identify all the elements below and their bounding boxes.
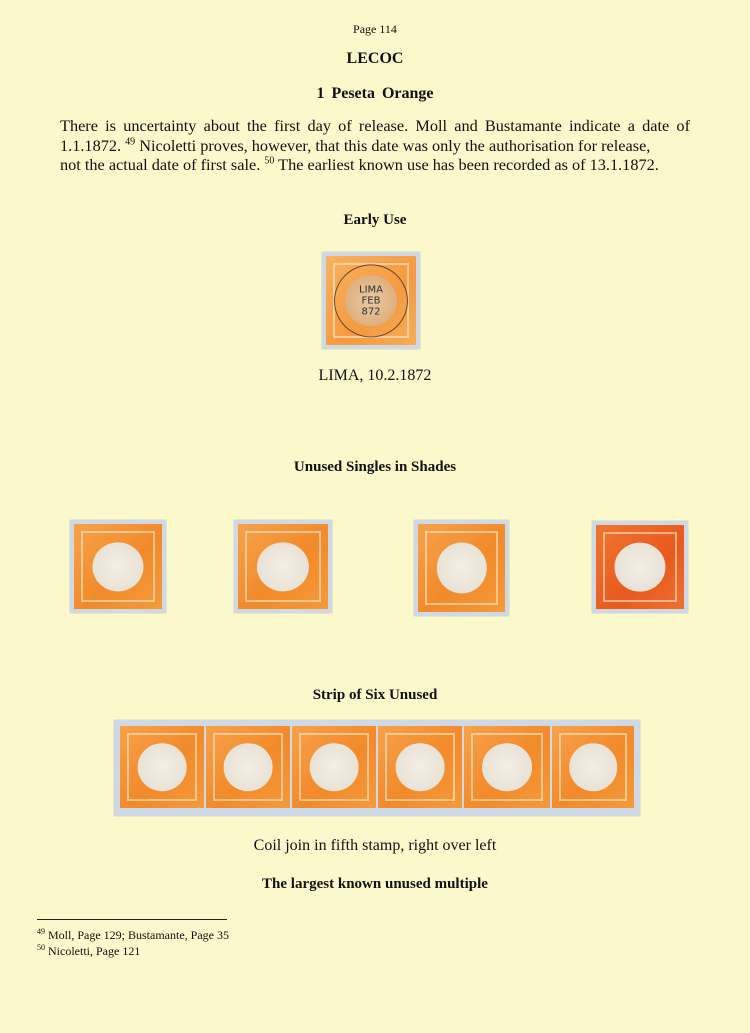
- stamp-medallion: [436, 542, 486, 593]
- early-use-caption: LIMA, 10.2.1872: [318, 367, 432, 384]
- footnote-number: 50: [37, 943, 45, 952]
- strip-stamp-3: [292, 726, 376, 808]
- footnote-ref-50: 50: [264, 155, 275, 167]
- strip-stamp-5: [464, 726, 550, 808]
- single-stamp-3: [418, 524, 505, 612]
- stamp-medallion: [310, 743, 359, 791]
- single-stamp-2: [238, 524, 328, 609]
- strip-note: The largest known unused multiple: [262, 876, 488, 892]
- single-stamp-4: [596, 525, 684, 609]
- intro-text-4: The earliest known use has been recorded as of 13.1.1872.: [274, 155, 659, 174]
- early-use-stamp-mount: [322, 252, 420, 349]
- stamp-medallion: [224, 743, 273, 791]
- footnote-ref-49: 49: [125, 136, 136, 148]
- strip-stamp-6: [552, 726, 634, 808]
- intro-text-1: There is uncertainty about the first day of release. Moll and Bustamante indicate a date of 1.1.1872.: [60, 116, 690, 155]
- footnote-50: [37, 944, 140, 959]
- footnote-number: 49: [37, 927, 45, 936]
- footnote-text: Moll, Page 129; Bustamante, Page 35: [48, 928, 229, 942]
- single-stamp-mount-4: [592, 521, 688, 613]
- strip-caption: Coil join in fifth stamp, right over left: [253, 837, 497, 854]
- strip-stamp-2: [206, 726, 290, 808]
- strip-stamp-4: [378, 726, 462, 808]
- footnote-text: Nicoletti, Page 121: [48, 944, 141, 958]
- singles-heading: Unused Singles in Shades: [293, 459, 457, 475]
- single-stamp-1: [74, 524, 162, 609]
- stamp-medallion: [92, 542, 143, 591]
- single-stamp-mount-2: [234, 520, 332, 613]
- postmark-line-1: LIMA: [359, 284, 383, 296]
- early-use-heading: Early Use: [343, 212, 407, 228]
- postmark-line-3: 872: [361, 306, 381, 318]
- stamp-medallion: [396, 743, 445, 791]
- postmark-text: [335, 285, 407, 318]
- strip-mount: [114, 720, 640, 816]
- early-use-stamp: [326, 256, 416, 345]
- postmark-line-2: FEB: [361, 295, 381, 307]
- page-subtitle: 1 Peseta Orange: [316, 85, 434, 102]
- intro-paragraph: [60, 116, 690, 175]
- page-title: LECOC: [346, 50, 404, 67]
- intro-text-2: Nicoletti proves, however, that this date was only the authorisation for release,: [135, 135, 651, 155]
- footnote-divider: [37, 919, 227, 920]
- postmark-circle: [334, 264, 408, 337]
- single-stamp-mount-1: [70, 520, 166, 613]
- footnote-49: [37, 928, 229, 943]
- stamp-medallion: [138, 743, 187, 791]
- stamp-medallion: [482, 743, 532, 791]
- intro-text-3: not the actual date of first sale.: [60, 155, 261, 174]
- stamp-medallion: [614, 543, 665, 592]
- stamp-medallion: [569, 743, 617, 791]
- single-stamp-mount-3: [414, 520, 509, 616]
- strip-stamp-1: [120, 726, 204, 808]
- page-number: Page 114: [353, 22, 397, 36]
- strip-heading: Strip of Six Unused: [312, 687, 438, 703]
